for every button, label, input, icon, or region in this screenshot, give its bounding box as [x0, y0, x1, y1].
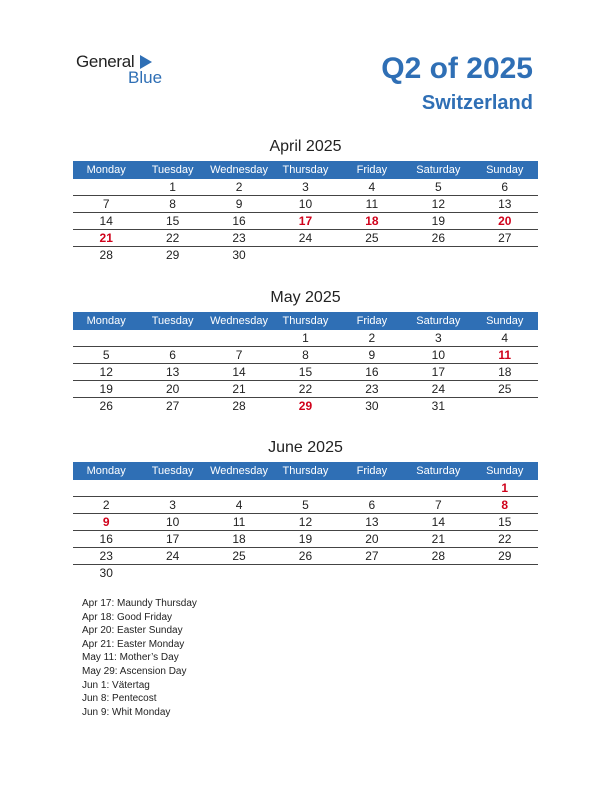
weekday-header	[73, 312, 538, 330]
day-cell: 10	[298, 197, 313, 211]
empty-day-cell	[272, 480, 338, 496]
day-cell: 30	[232, 248, 246, 262]
country-subtitle: Switzerland	[421, 92, 533, 114]
week-row	[73, 196, 538, 213]
weekday-label: Sunday	[486, 164, 524, 176]
day-cell: 1	[169, 180, 176, 194]
day-cell: 22	[298, 382, 313, 396]
day-cell: 30	[99, 566, 113, 580]
empty-day-cell	[472, 565, 538, 581]
day-cell: 10	[165, 515, 180, 529]
weekday-label: Wednesday	[210, 465, 268, 477]
empty-day-cell	[405, 247, 471, 263]
weekday-label: Tuesday	[151, 465, 194, 477]
day-cell: 3	[169, 498, 176, 512]
day-cell: 11	[232, 515, 246, 529]
day-cell: 5	[434, 180, 442, 194]
holiday-note: Apr 18: Good Friday	[82, 611, 173, 623]
holiday-note: May 11: Mother’s Day	[82, 652, 179, 664]
day-cell: 20	[498, 214, 512, 228]
weekday-label: Thursday	[282, 465, 329, 477]
day-cell: 25	[232, 549, 246, 563]
day-cell: 12	[431, 197, 445, 211]
day-cell: 2	[102, 498, 110, 512]
logo-triangle-icon	[140, 55, 152, 69]
weekday-label: Monday	[86, 315, 126, 327]
day-cell: 6	[368, 498, 376, 512]
holiday-note: Jun 1: Vätertag	[82, 679, 150, 691]
empty-day-cell	[139, 330, 205, 346]
day-cell: 28	[232, 399, 246, 413]
week-row	[73, 514, 538, 531]
empty-day-cell	[272, 565, 338, 581]
week-row	[73, 565, 538, 581]
weekday-label: Saturday	[416, 465, 461, 477]
empty-day-cell	[73, 330, 139, 346]
holiday-notes	[82, 597, 197, 719]
day-cell: 16	[232, 214, 246, 228]
day-cell: 30	[365, 399, 379, 413]
day-cell: 5	[102, 348, 110, 362]
day-cell: 15	[165, 214, 180, 228]
logo-text-blue: Blue	[128, 68, 163, 87]
weekday-label: Sunday	[486, 465, 524, 477]
day-cell: 16	[365, 365, 379, 379]
day-cell: 25	[365, 231, 379, 245]
day-cell: 18	[232, 532, 246, 546]
day-cell: 28	[431, 549, 445, 563]
empty-day-cell	[472, 247, 538, 263]
logo	[76, 52, 186, 92]
day-cell: 29	[498, 549, 512, 563]
day-cell: 13	[165, 365, 180, 379]
week-row	[73, 213, 538, 230]
empty-day-cell	[405, 480, 471, 496]
day-cell: 12	[298, 515, 313, 529]
day-cell: 25	[498, 382, 512, 396]
empty-day-cell	[139, 565, 205, 581]
day-cell: 22	[165, 231, 180, 245]
day-cell: 13	[365, 515, 379, 529]
day-cell: 27	[498, 231, 512, 245]
day-cell: 6	[501, 180, 509, 194]
day-cell: 26	[431, 231, 445, 245]
weekday-label: Wednesday	[210, 315, 268, 327]
weekday-label: Friday	[356, 465, 388, 477]
empty-day-cell	[206, 330, 272, 346]
day-cell: 3	[302, 180, 309, 194]
week-row	[73, 381, 538, 398]
day-cell: 7	[102, 197, 110, 211]
month-calendar-june	[73, 438, 538, 581]
month-title: May 2025	[270, 289, 341, 306]
day-cell: 24	[298, 231, 313, 245]
day-cell: 24	[431, 382, 445, 396]
day-cell: 15	[298, 365, 313, 379]
day-cell: 22	[498, 532, 512, 546]
day-cell: 27	[165, 399, 180, 413]
weekday-label: Sunday	[486, 315, 524, 327]
holiday-note: May 29: Ascension Day	[82, 665, 187, 677]
day-cell: 26	[298, 549, 313, 563]
day-cell: 1	[302, 331, 309, 345]
week-row	[73, 548, 538, 565]
day-cell: 14	[232, 365, 246, 379]
weekday-label: Thursday	[282, 315, 329, 327]
weekday-label: Friday	[356, 164, 388, 176]
holiday-note: Jun 8: Pentecost	[82, 693, 157, 705]
empty-day-cell	[339, 565, 405, 581]
day-cell: 28	[99, 248, 113, 262]
day-cell: 7	[434, 498, 442, 512]
month-title: April 2025	[269, 138, 342, 155]
empty-day-cell	[206, 565, 272, 581]
day-cell: 19	[298, 532, 313, 546]
day-cell: 17	[431, 365, 445, 379]
empty-day-cell	[73, 480, 139, 496]
month-calendar-april	[73, 137, 538, 263]
day-cell: 8	[501, 498, 509, 512]
empty-day-cell	[339, 480, 405, 496]
holiday-note: Apr 21: Easter Monday	[82, 638, 185, 650]
week-row	[73, 364, 538, 381]
day-cell: 23	[99, 549, 113, 563]
day-cell: 17	[165, 532, 180, 546]
day-cell: 3	[434, 331, 442, 345]
day-cell: 4	[235, 498, 243, 512]
day-cell: 1	[501, 481, 509, 495]
day-cell: 20	[165, 382, 180, 396]
holiday-note: Apr 20: Easter Sunday	[82, 625, 183, 637]
empty-day-cell	[339, 247, 405, 263]
empty-day-cell	[206, 480, 272, 496]
day-cell: 21	[431, 532, 445, 546]
page-title: Q2 of 2025	[381, 52, 533, 85]
weekday-label: Friday	[356, 315, 388, 327]
weekday-label: Tuesday	[151, 164, 194, 176]
day-cell: 16	[99, 532, 113, 546]
day-cell: 31	[431, 399, 445, 413]
day-cell: 4	[501, 331, 509, 345]
day-cell: 8	[169, 197, 176, 211]
holiday-note: Jun 9: Whit Monday	[82, 706, 171, 718]
day-cell: 19	[99, 382, 113, 396]
logo-text-general: General	[76, 52, 135, 71]
empty-day-cell	[405, 565, 471, 581]
empty-day-cell	[139, 480, 205, 496]
day-cell: 21	[232, 382, 246, 396]
day-cell: 20	[365, 532, 379, 546]
day-cell: 9	[102, 515, 110, 529]
weekday-header	[73, 161, 538, 179]
week-row	[73, 330, 538, 347]
month-title: June 2025	[268, 439, 343, 456]
day-cell: 23	[232, 231, 246, 245]
day-cell: 24	[165, 549, 180, 563]
week-row	[73, 347, 538, 364]
weekday-label: Wednesday	[210, 164, 268, 176]
weekday-label: Saturday	[416, 164, 461, 176]
day-cell: 11	[498, 348, 512, 362]
day-cell: 18	[498, 365, 512, 379]
weekday-label: Tuesday	[151, 315, 194, 327]
day-cell: 15	[498, 515, 512, 529]
day-cell: 26	[99, 399, 113, 413]
day-cell: 13	[498, 197, 512, 211]
weekday-label: Thursday	[282, 164, 329, 176]
day-cell: 5	[302, 498, 309, 512]
week-row	[73, 398, 538, 414]
empty-day-cell	[472, 398, 538, 414]
day-cell: 14	[431, 515, 445, 529]
month-calendar-may	[73, 288, 538, 414]
day-cell: 23	[365, 382, 379, 396]
weekday-label: Monday	[86, 465, 126, 477]
week-row	[73, 531, 538, 548]
day-cell: 7	[235, 348, 243, 362]
empty-day-cell	[73, 179, 139, 195]
holiday-note: Apr 17: Maundy Thursday	[82, 598, 197, 609]
week-row	[73, 247, 538, 263]
day-cell: 29	[298, 399, 313, 413]
week-row	[73, 480, 538, 497]
day-cell: 19	[431, 214, 445, 228]
week-row	[73, 497, 538, 514]
day-cell: 8	[302, 348, 309, 362]
day-cell: 9	[368, 348, 376, 362]
day-cell: 9	[235, 197, 243, 211]
day-cell: 6	[169, 348, 176, 362]
day-cell: 2	[235, 180, 243, 194]
day-cell: 29	[165, 248, 180, 262]
day-cell: 14	[99, 214, 113, 228]
day-cell: 17	[298, 214, 313, 228]
week-row	[73, 179, 538, 196]
day-cell: 27	[365, 549, 379, 563]
weekday-header	[73, 462, 538, 480]
day-cell: 12	[99, 365, 113, 379]
day-cell: 10	[431, 348, 445, 362]
week-row	[73, 230, 538, 247]
weekday-label: Saturday	[416, 315, 461, 327]
day-cell: 4	[368, 180, 376, 194]
day-cell: 2	[368, 331, 376, 345]
day-cell: 11	[365, 197, 379, 211]
day-cell: 18	[365, 214, 379, 228]
empty-day-cell	[272, 247, 338, 263]
day-cell: 21	[99, 231, 113, 245]
weekday-label: Monday	[86, 164, 126, 176]
